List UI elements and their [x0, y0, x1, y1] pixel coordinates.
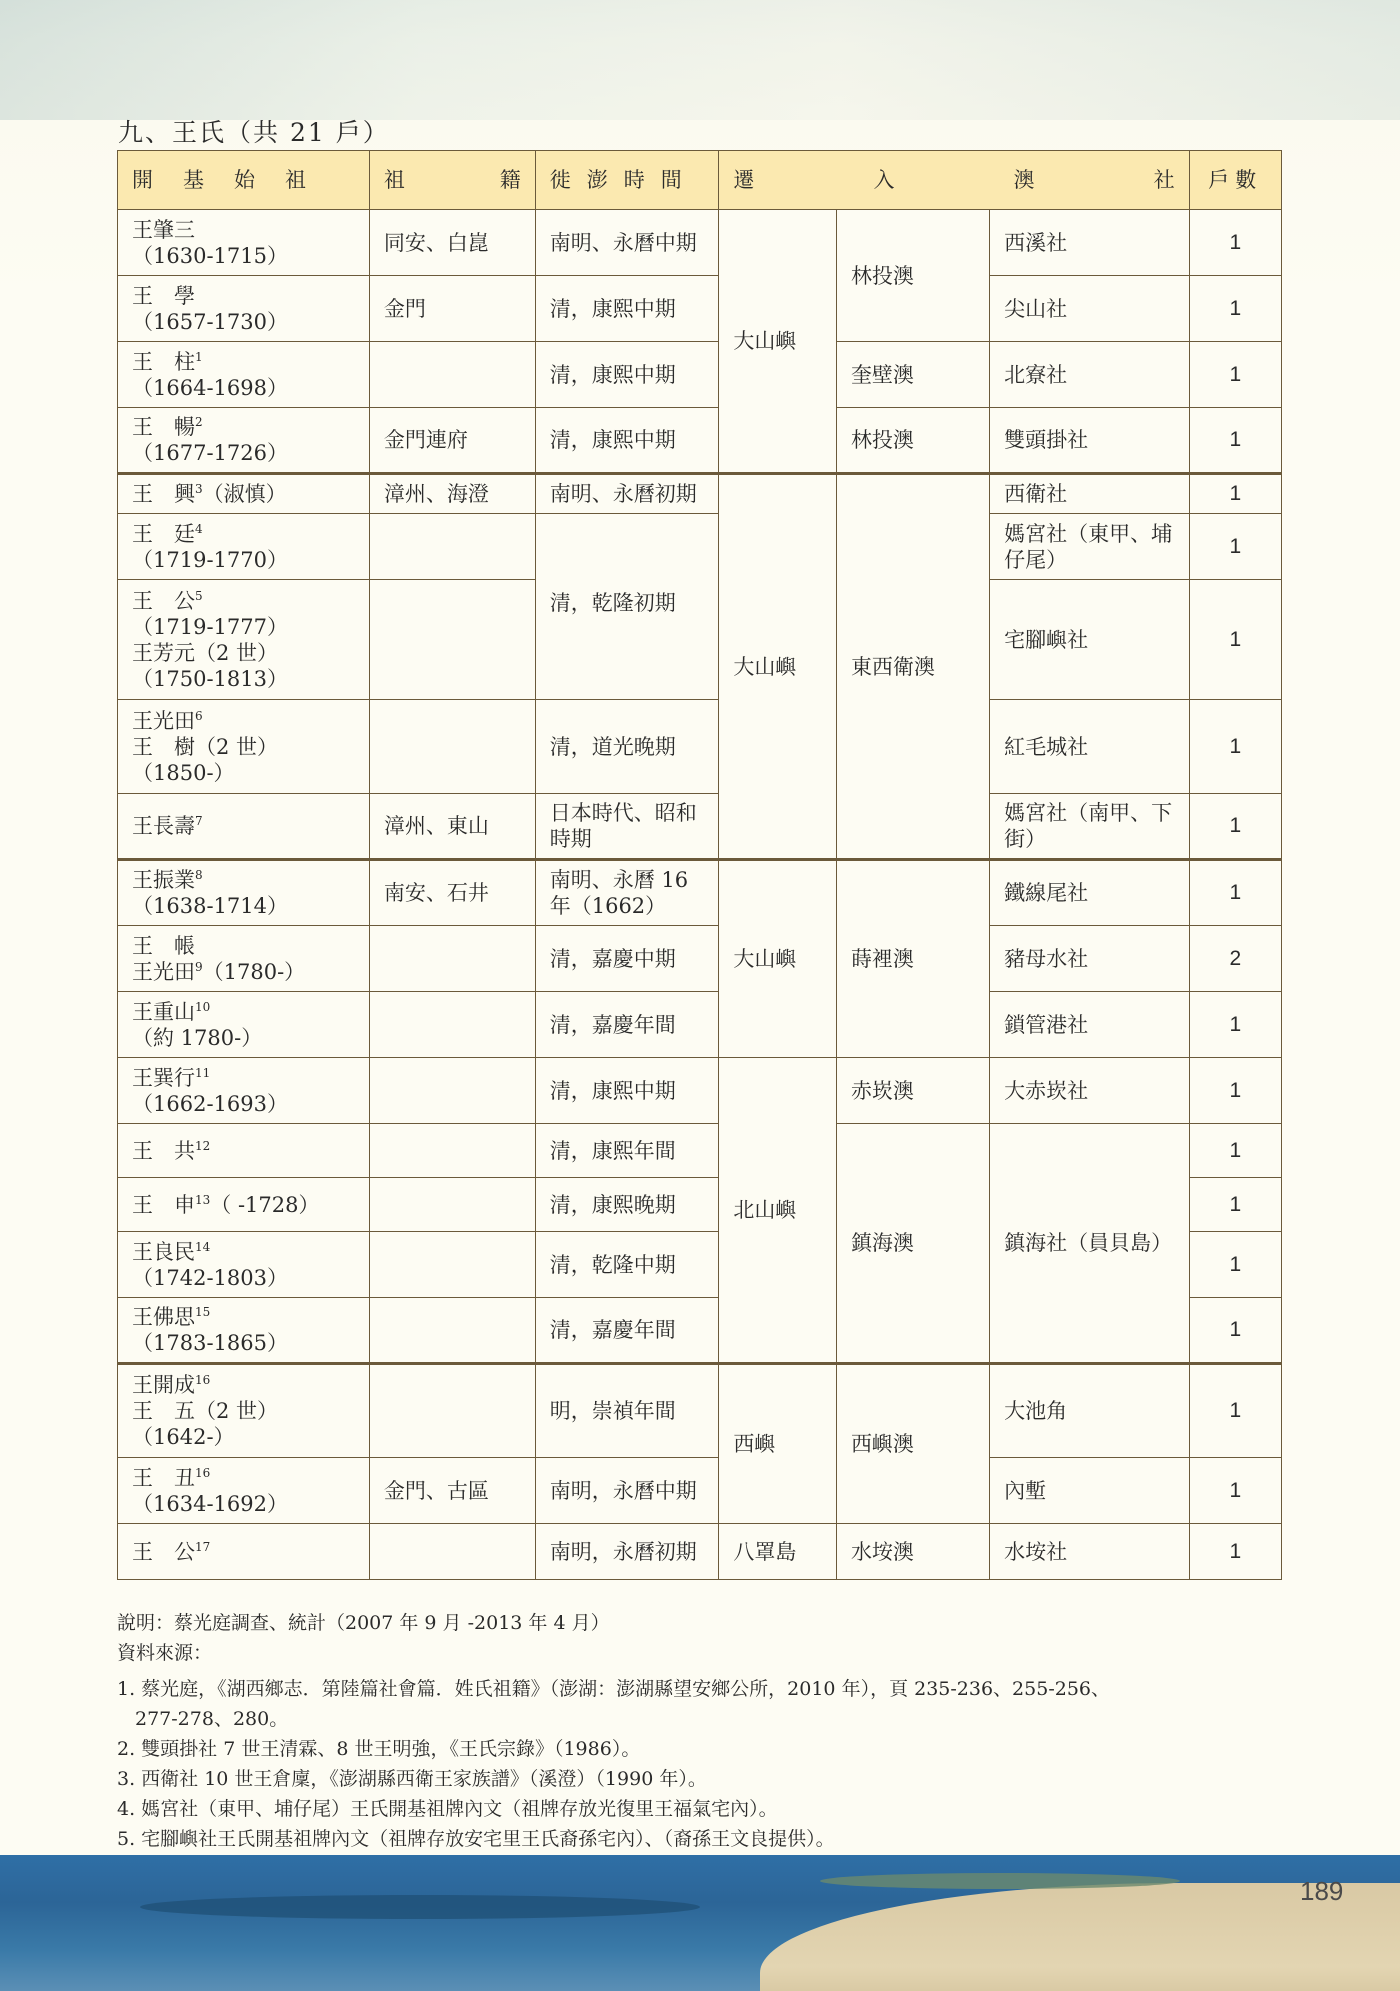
table-row — [118, 860, 1282, 926]
time-cell: 清，嘉慶年間 — [535, 1298, 719, 1364]
count-cell: 2 — [1189, 926, 1281, 992]
village-cell: 尖山社 — [990, 276, 1189, 342]
origin-cell — [369, 580, 535, 700]
table-row — [118, 514, 1282, 580]
table-row — [118, 700, 1282, 794]
source-item: 4. 媽宮社（東甲、埔仔尾）王氏開基祖牌內文（祖牌存放光復里王福氣宅內）。 — [117, 1798, 778, 1820]
count-cell: 1 — [1189, 992, 1281, 1058]
page-number: 189 — [1300, 1876, 1344, 1906]
table-row — [118, 992, 1282, 1058]
count-cell: 1 — [1189, 342, 1281, 408]
table-row — [118, 1058, 1282, 1124]
count-cell: 1 — [1189, 408, 1281, 474]
count-cell: 1 — [1189, 1364, 1281, 1458]
ancestor-cell: 王 丑$^{16}$ （1634-1692） — [118, 1458, 370, 1524]
bay-cell: 鎮海澳 — [836, 1124, 989, 1364]
bay-cell: 東西衛澳 — [836, 474, 989, 860]
origin-cell: 金門、古區 — [369, 1458, 535, 1524]
table-row — [118, 794, 1282, 860]
village-cell: 鎮海社（員貝島） — [990, 1124, 1189, 1364]
village-cell: 豬母水社 — [990, 926, 1189, 992]
ancestor-cell: 王光田$^6$ 王 樹（2 世） （1850-） — [118, 700, 370, 794]
ancestor-cell: 王重山$^{10}$ （約 1780-） — [118, 992, 370, 1058]
island-cell: 大山嶼 — [719, 860, 837, 1058]
time-cell: 清，康熙中期 — [535, 1058, 719, 1124]
table-row — [118, 474, 1282, 514]
count-cell: 1 — [1189, 794, 1281, 860]
table-row — [118, 342, 1282, 408]
table-row — [118, 408, 1282, 474]
ancestor-cell: 王開成$^{16}$ 王 五（2 世） （1642-） — [118, 1364, 370, 1458]
village-cell: 雙頭掛社 — [990, 408, 1189, 474]
time-cell: 南明、永曆初期 — [535, 474, 719, 514]
origin-cell: 金門 — [369, 276, 535, 342]
village-cell: 水垵社 — [990, 1524, 1189, 1580]
count-cell: 1 — [1189, 1232, 1281, 1298]
count-cell: 1 — [1189, 1058, 1281, 1124]
ancestor-cell: 王 暢$^2$ （1677-1726） — [118, 408, 370, 474]
header-count: 戶數 — [1189, 151, 1281, 210]
time-cell: 明，崇禎年間 — [535, 1364, 719, 1458]
village-cell: 大池角 — [990, 1364, 1189, 1458]
header-migrate: 遷入澳社 — [719, 151, 1189, 210]
time-cell: 清，乾隆初期 — [535, 514, 719, 700]
table-row — [118, 1364, 1282, 1458]
table-row — [118, 276, 1282, 342]
time-cell: 南明，永曆初期 — [535, 1524, 719, 1580]
time-cell: 南明，永曆中期 — [535, 1458, 719, 1524]
count-cell: 1 — [1189, 1524, 1281, 1580]
time-cell: 清，康熙中期 — [535, 342, 719, 408]
origin-cell: 南安、石井 — [369, 860, 535, 926]
table-row — [118, 1124, 1282, 1178]
table-header-row — [118, 151, 1282, 210]
notes-explain: 說明：蔡光庭調查、統計（2007 年 9 月 -2013 年 4 月） — [117, 1612, 610, 1634]
count-cell: 1 — [1189, 1458, 1281, 1524]
bay-cell: 林投澳 — [836, 408, 989, 474]
time-cell: 清，康熙中期 — [535, 276, 719, 342]
village-cell: 鐵線尾社 — [990, 860, 1189, 926]
ancestor-cell: 王 帳 王光田$^9$（1780-） — [118, 926, 370, 992]
origin-cell: 漳州、東山 — [369, 794, 535, 860]
ancestor-cell: 王佛思$^{15}$ （1783-1865） — [118, 1298, 370, 1364]
village-cell: 鎖管港社 — [990, 992, 1189, 1058]
ancestor-cell: 王巽行$^{11}$ （1662-1693） — [118, 1058, 370, 1124]
count-cell: 1 — [1189, 700, 1281, 794]
time-cell: 清，道光晚期 — [535, 700, 719, 794]
origin-cell: 同安、白崑 — [369, 210, 535, 276]
genealogy-table — [117, 150, 1282, 1580]
time-cell: 日本時代、昭和時期 — [535, 794, 719, 860]
source-item: 5. 宅腳嶼社王氏開基祖牌內文（祖牌存放安宅里王氏裔孫宅內）、（裔孫王文良提供）。 — [117, 1828, 835, 1850]
ancestor-cell: 王 廷$^4$ （1719-1770） — [118, 514, 370, 580]
source-item: 3. 西衛社 10 世王倉廩，《澎湖縣西衛王家族譜》（溪澄）（1990 年）。 — [117, 1768, 707, 1790]
village-cell: 北寮社 — [990, 342, 1189, 408]
village-cell: 媽宮社（東甲、埔仔尾） — [990, 514, 1189, 580]
count-cell: 1 — [1189, 1124, 1281, 1178]
count-cell: 1 — [1189, 276, 1281, 342]
bay-cell: 蒔裡澳 — [836, 860, 989, 1058]
time-cell: 清，嘉慶年間 — [535, 992, 719, 1058]
origin-cell — [369, 1178, 535, 1232]
time-cell: 南明、永曆中期 — [535, 210, 719, 276]
ancestor-cell: 王 學 （1657-1730） — [118, 276, 370, 342]
sky-background — [0, 0, 1400, 120]
bay-cell: 西嶼澳 — [836, 1364, 989, 1524]
notes-section — [117, 1608, 1297, 1854]
bay-cell: 水垵澳 — [836, 1524, 989, 1580]
village-cell: 媽宮社（南甲、下街） — [990, 794, 1189, 860]
time-cell: 南明、永曆 16 年（1662） — [535, 860, 719, 926]
island-cell: 西嶼 — [719, 1364, 837, 1524]
source-item: 277-278、280。 — [135, 1708, 289, 1730]
bay-cell: 林投澳 — [836, 210, 989, 342]
time-cell: 清，乾隆中期 — [535, 1232, 719, 1298]
ancestor-cell: 王 興$^3$（淑慎） — [118, 474, 370, 514]
ancestor-cell: 王 公$^{17}$ — [118, 1524, 370, 1580]
count-cell: 1 — [1189, 514, 1281, 580]
table-row — [118, 1458, 1282, 1524]
origin-cell — [369, 514, 535, 580]
time-cell: 清，康熙年間 — [535, 1124, 719, 1178]
ancestor-cell: 王 申$^{13}$（ -1728） — [118, 1178, 370, 1232]
count-cell: 1 — [1189, 1298, 1281, 1364]
origin-cell — [369, 1364, 535, 1458]
ancestor-cell: 王良民$^{14}$ （1742-1803） — [118, 1232, 370, 1298]
village-cell: 內塹 — [990, 1458, 1189, 1524]
village-cell: 西衛社 — [990, 474, 1189, 514]
origin-cell — [369, 1058, 535, 1124]
origin-cell — [369, 700, 535, 794]
ancestor-cell: 王長壽$^7$ — [118, 794, 370, 860]
header-time: 徙澎時間 — [535, 151, 719, 210]
origin-cell — [369, 1298, 535, 1364]
island-cell: 北山嶼 — [719, 1058, 837, 1364]
island-cell: 大山嶼 — [719, 474, 837, 860]
village-cell: 宅腳嶼社 — [990, 580, 1189, 700]
time-cell: 清，康熙晚期 — [535, 1178, 719, 1232]
bay-cell: 赤崁澳 — [836, 1058, 989, 1124]
village-cell: 西溪社 — [990, 210, 1189, 276]
origin-cell — [369, 1524, 535, 1580]
time-cell: 清，嘉慶中期 — [535, 926, 719, 992]
table-row — [118, 1524, 1282, 1580]
section-title: 九、王氏（共 21 戶） — [118, 118, 390, 147]
island-cell: 八罩島 — [719, 1524, 837, 1580]
origin-cell: 漳州、海澄 — [369, 474, 535, 514]
count-cell: 1 — [1189, 1178, 1281, 1232]
bay-cell: 奎壁澳 — [836, 342, 989, 408]
header-origin: 祖籍 — [369, 151, 535, 210]
coastal-photo-footer — [0, 1855, 1400, 1991]
table-row — [118, 926, 1282, 992]
ancestor-cell: 王 柱$^1$ （1664-1698） — [118, 342, 370, 408]
village-cell: 大赤崁社 — [990, 1058, 1189, 1124]
origin-cell — [369, 342, 535, 408]
origin-cell — [369, 992, 535, 1058]
origin-cell — [369, 1124, 535, 1178]
notes-sources-title: 資料來源： — [117, 1642, 213, 1664]
origin-cell: 金門連府 — [369, 408, 535, 474]
source-item: 1. 蔡光庭，《湖西鄉志．第陸篇社會篇．姓氏祖籍》（澎湖：澎湖縣望安鄉公所，2010 年），頁 235-236、255-256、 — [117, 1678, 1111, 1700]
count-cell: 1 — [1189, 580, 1281, 700]
origin-cell — [369, 1232, 535, 1298]
count-cell: 1 — [1189, 474, 1281, 514]
count-cell: 1 — [1189, 860, 1281, 926]
ancestor-cell: 王 公$^5$ （1719-1777） 王芳元（2 世） （1750-1813） — [118, 580, 370, 700]
origin-cell — [369, 926, 535, 992]
header-ancestor: 開基始祖 — [118, 151, 370, 210]
table-row — [118, 210, 1282, 276]
ancestor-cell: 王振業$^8$ （1638-1714） — [118, 860, 370, 926]
count-cell: 1 — [1189, 210, 1281, 276]
island-cell: 大山嶼 — [719, 210, 837, 474]
ancestor-cell: 王肇三 （1630-1715） — [118, 210, 370, 276]
time-cell: 清，康熙中期 — [535, 408, 719, 474]
source-item: 2. 雙頭掛社 7 世王清霖、8 世王明強，《王氏宗錄》（1986）。 — [117, 1738, 641, 1760]
village-cell: 紅毛城社 — [990, 700, 1189, 794]
ancestor-cell: 王 共$^{12}$ — [118, 1124, 370, 1178]
